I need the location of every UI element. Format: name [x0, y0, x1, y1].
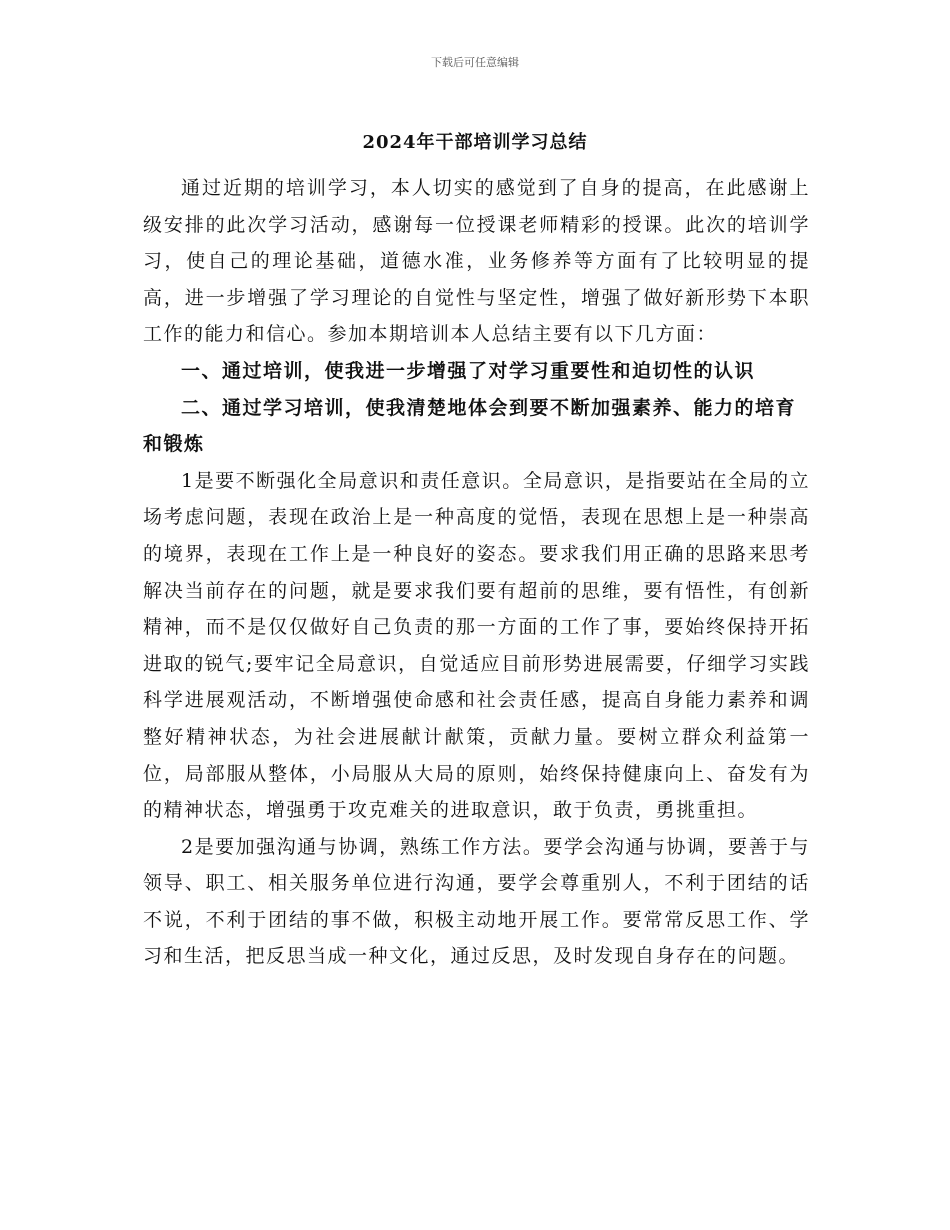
document-body: [143, 170, 810, 975]
page-header-note: 下载后可任意编辑: [431, 56, 519, 69]
point-paragraph-1: 1是要不断强化全局意识和责任意识。全局意识，是指要站在全局的立场考虑问题，表现在政治上是一种高度的觉悟，表现在思想上是一种崇高的境界，表现在工作上是一种良好的姿态。要求我们用正确的思路来思考解决当前存在的问题，就是要求我们要有超前的思维，要有悟性，有创新精神，而不是仅仅做好自己负责的那一方面的工作了事，要始终保持开拓进取的锐气;要牢记全局意识，自觉适应目前形势进展需要，仔细学习实践科学进展观活动，不断增强使命感和社会责任感，提高自身能力素养和调整好精神状态，为社会进展献计献策，贡献力量。要树立群众利益第一位，局部服从整体，小局服从大局的原则，始终保持健康向上、奋发有为的精神状态，增强勇于攻克难关的进取意识，敢于负责，勇挑重担。: [143, 469, 810, 822]
document-title: 2024年干部培训学习总结: [362, 132, 588, 153]
intro-paragraph: 通过近期的培训学习，本人切实的感觉到了自身的提高，在此感谢上级安排的此次学习活动，感谢每一位授课老师精彩的授课。此次的培训学习，使自己的理论基础，道德水准，业务修养等方面有了比较明显的提高，进一步增强了学习理论的自觉性与坚定性，增强了做好新形势下本职工作的能力和信心。参加本期培训本人总结主要有以下几方面：: [143, 177, 810, 346]
section-heading-2: 二、通过学习培训，使我清楚地体会到要不断加强素养、能力的培育和锻炼: [143, 396, 797, 456]
section-heading-1: 一、通过培训，使我进一步增强了对学习重要性和迫切性的认识: [181, 359, 756, 382]
point-paragraph-2: 2是要加强沟通与协调，熟练工作方法。要学会沟通与协调，要善于与领导、职工、相关服务单位进行沟通，要学会尊重别人，不利于团结的话不说，不利于团结的事不做，积极主动地开展工作。要常常反思工作、学习和生活，把反思当成一种文化，通过反思，及时发现自身存在的问题。: [143, 835, 810, 968]
